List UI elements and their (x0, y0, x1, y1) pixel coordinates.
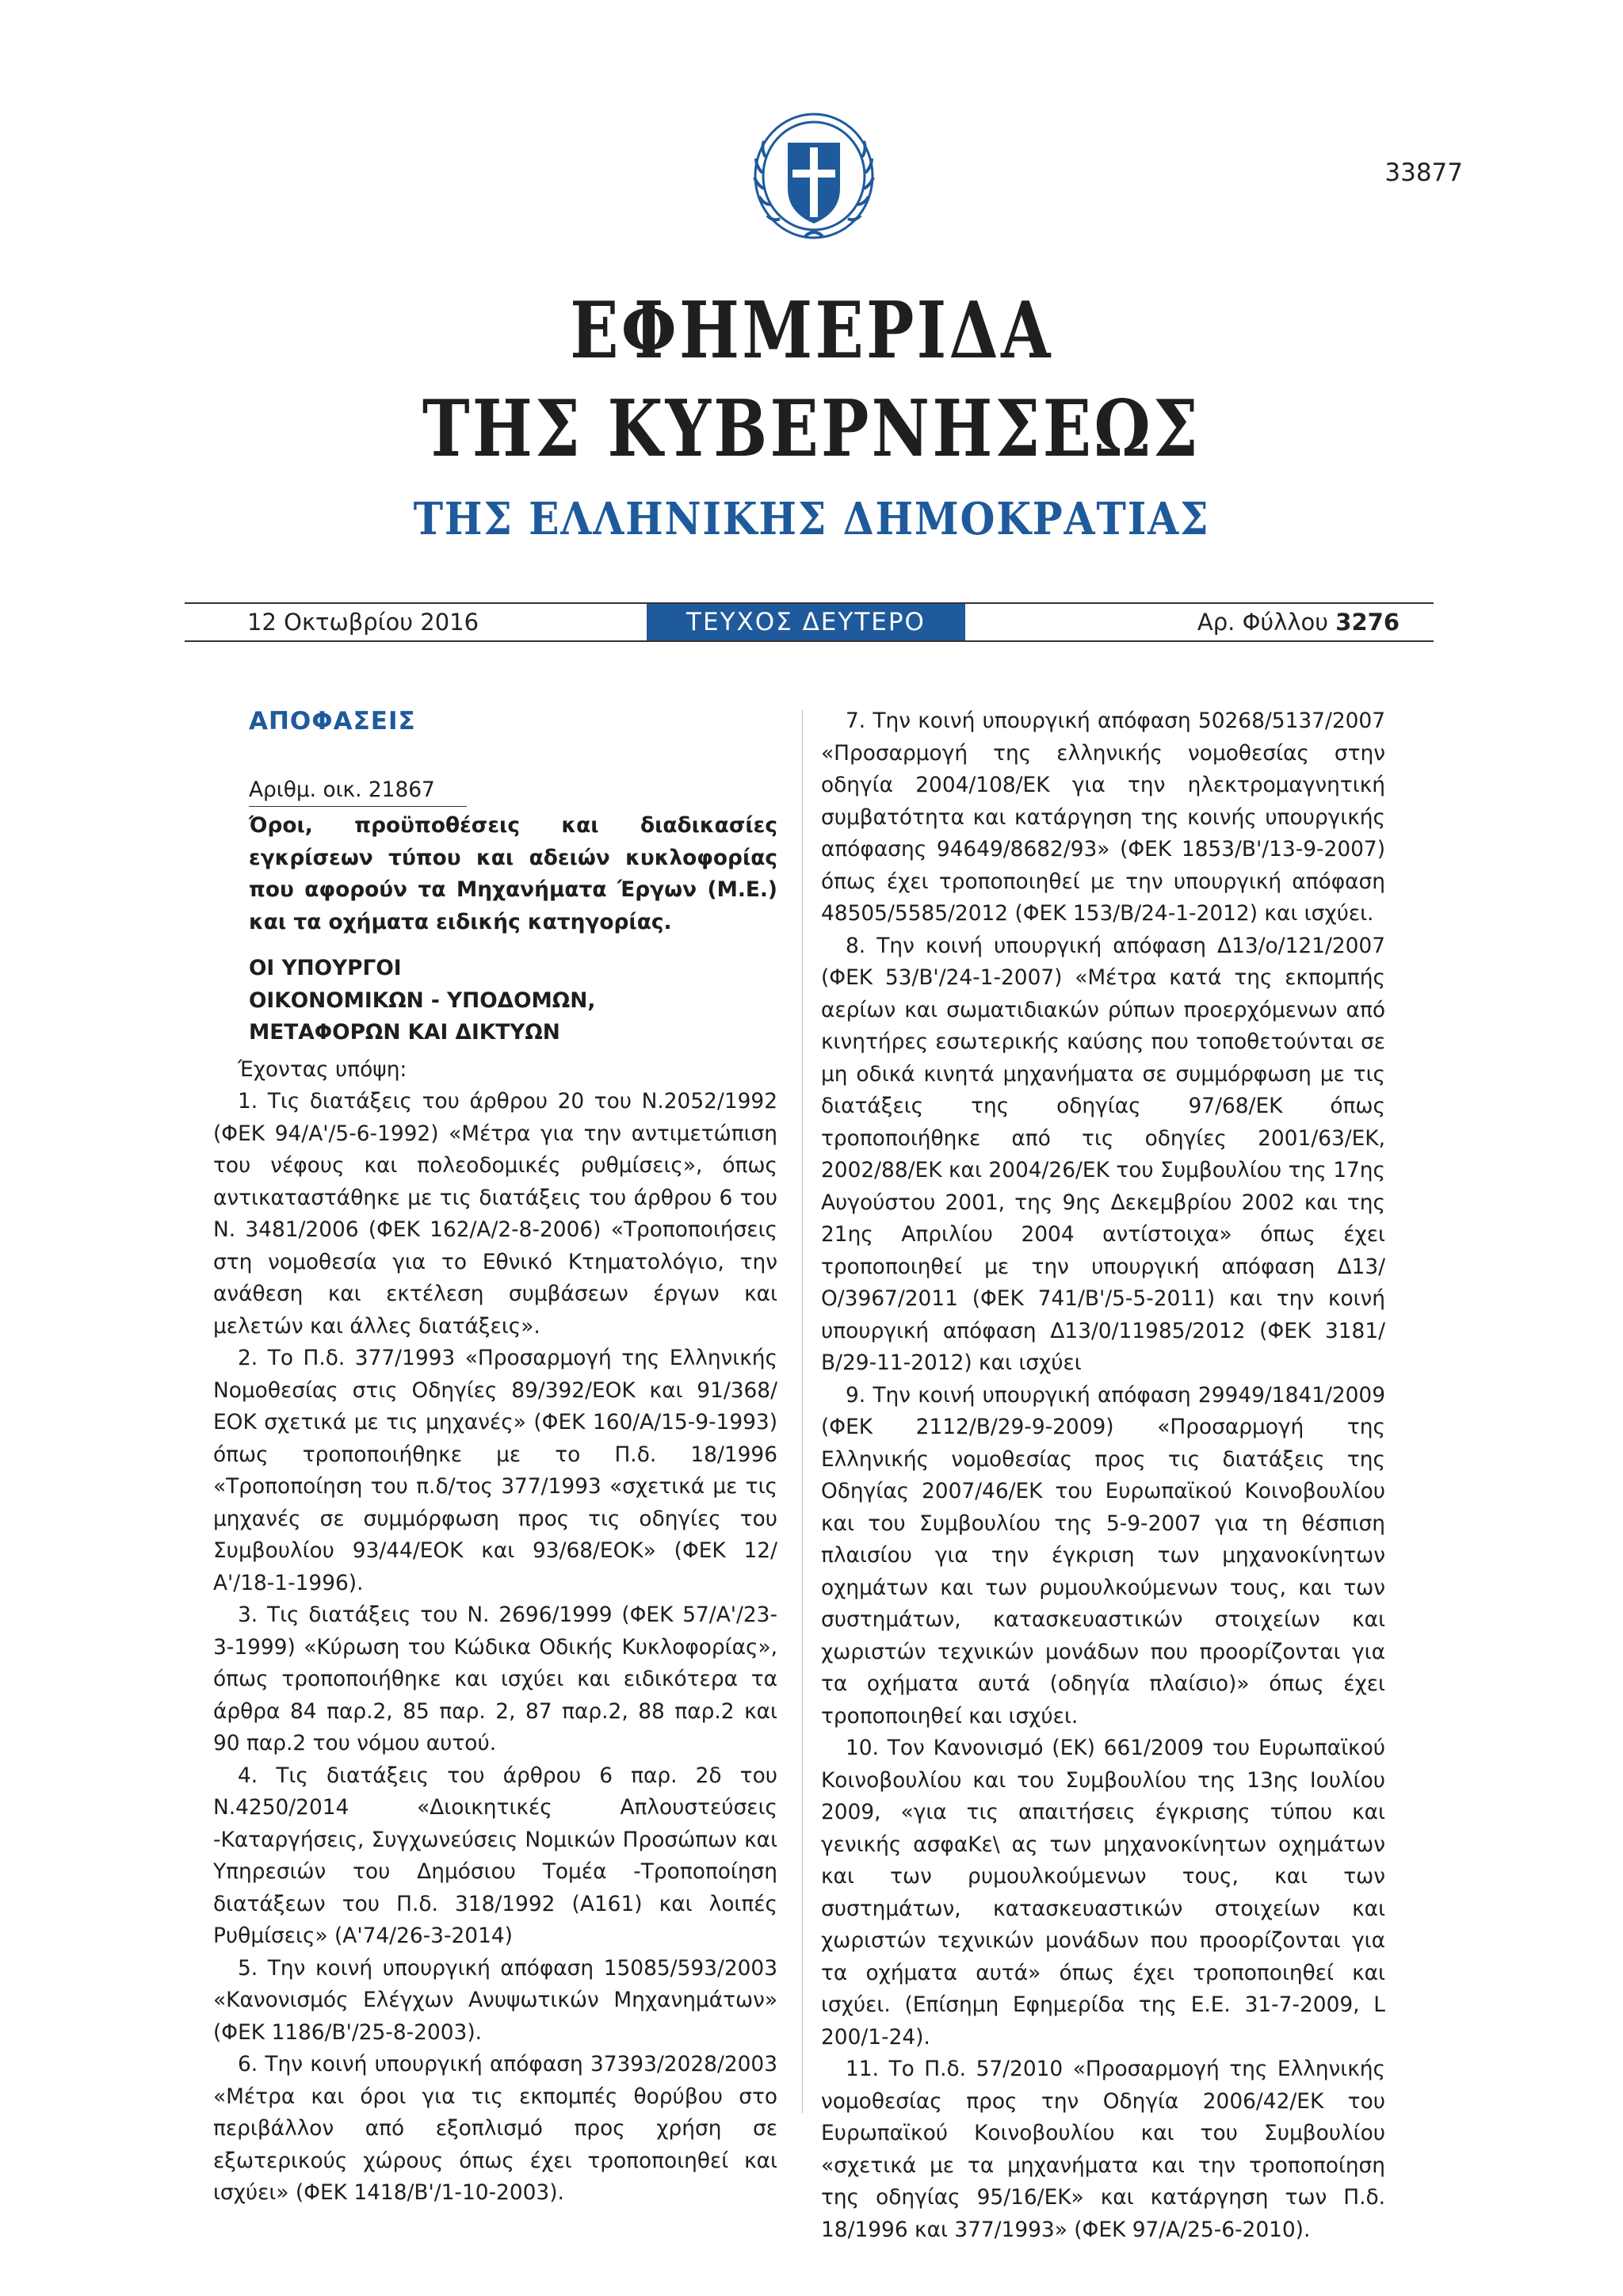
right-column (821, 705, 1385, 2246)
page-number: 33877 (1384, 159, 1463, 187)
sheet-number-value: 3276 (1335, 609, 1400, 636)
paragraph-4: 4. Τις διατάξεις του άρθρου 6 παρ. 2δ του Ν.4250/2014 «Διοικητικές Απλουστεύσεις -Καταργήσεις, Συγχωνεύσεις Νομικών Προσώπων και Υπηρεσιών του Δημόσιου Τομέα -Τροποποίηση διατάξεων του Π.δ. 318/1992 (Α161) και λοιπές Ρυθμίσεις» (Α'74/26-3-2014) (213, 1763, 777, 1948)
header-rule-bottom (185, 640, 1434, 642)
sheet-label: Αρ. Φύλλου (1197, 609, 1329, 636)
paragraph-11: 11. Το Π.δ. 57/2010 «Προσαρμογή της Ελληνικής νομοθεσίας προς την Οδηγία 2006/42/ΕΚ του Ευρωπαϊκού Κοινοβουλίου και του Συμβουλίου «σχετικά με τα μηχανήματα και την τροποποίηση της οδηγίας 95/16/ΕΚ» και κατάργηση των Π.δ. 18/1996 και 377/1993» (ΦΕΚ 97/Α/25-6-2010). (821, 2057, 1385, 2242)
gazette-title-line-2: ΤΗΣ ΚΥΒΕΡΝΗΣΕΩΣ (422, 384, 1201, 475)
paragraph-8: 8. Την κοινή υπουργική απόφαση Δ13/ο/121/2007 (ΦΕΚ 53/Β'/24-1-2007) «Μέτρα κατά της εκπομπής αερίων και σωματιδιακών ρύπων προερχόμενων από κινητήρες εσωτερικής καύσης που τοποθετούνται σε μη οδικά κινητά μηχανήματα σε συμμόρφωση με τις διατάξεις της οδηγίας 97/68/ΕΚ όπως τροποποιήθηκε από τις οδηγίες 2001/63/ΕΚ, 2002/88/ΕΚ και 2004/26/ΕΚ του Συμβουλίου της 17ης Αυγούστου 2001, της 9ης Δεκεμβρίου 2002 και της 21ης Απριλίου 2004 αντίστοιχα» όπως έχει τροποποιηθεί με την υπουργική απόφαση Δ13/Ο/3967/2011 (ΦΕΚ 741/Β'/5-5-2011) και την κοινή υπουργική απόφαση Δ13/0/11985/2012 (ΦΕΚ 3181/Β/29-11-2012) και ισχύει (821, 933, 1385, 1375)
ministers-line-1: ΟΙ ΥΠΟΥΡΓΟΙ (249, 956, 402, 980)
ministers-line-2: ΟΙΚΟΝΟΜΙΚΩΝ - ΥΠΟΔΟΜΩΝ, (249, 988, 596, 1013)
intro-text: Έχοντας υπόψη: (238, 1056, 407, 1082)
paragraph-9: 9. Την κοινή υπουργική απόφαση 29949/1841/2009 (ΦΕΚ 2112/Β/29-9-2009) «Προσαρμογή της Ελληνικής νομοθεσίας προς τις διατάξεις της Οδηγίας 2007/46/ΕΚ του Ευρωπαϊκού Κοινοβουλίου και του Συμβουλίου της 5-9-2007 για τη θέσπιση πλαισίου για την έγκριση των μηχανοκίνητων οχημάτων και των ρυμουλκούμενων τους, και των συστημάτων, κατασκευαστικών στοιχείων και χωριστών τεχνικών μονάδων που προορίζονται για τα οχήματα αυτά (οδηγία πλαίσιο)» όπως έχει τροποποιηθεί και ισχύει. (821, 1382, 1385, 1729)
ministers-heading (249, 953, 777, 1049)
paragraph-5: 5. Την κοινή υπουργική απόφαση 15085/593/2003 «Κανονισμός Ελέγχων Ανυψωτικών Μηχανημάτων» (ΦΕΚ 1186/Β'/25-8-2003). (213, 1955, 777, 2045)
issue-band (647, 604, 965, 640)
greek-coat-of-arms-icon (748, 109, 880, 247)
ministers-line-3: ΜΕΤΑΦΟΡΩΝ ΚΑΙ ΔΙΚΤΥΩΝ (249, 1020, 560, 1045)
paragraph-3: 3. Τις διατάξεις του Ν. 2696/1999 (ΦΕΚ 57/Α'/23-3-1999) «Κύρωση του Κώδικα Οδικής Κυκλοφορίας», όπως τροποποιήθηκε και ισχύει και ειδικότερα τα άρθρα 84 παρ.2, 85 παρ. 2, 87 παρ.2, 88 παρ.2 και 90 παρ.2 του νόμου αυτού. (213, 1603, 777, 1755)
decision-title: Όροι, προϋποθέσεις και διαδικασίες εγκρίσεων τύπου και αδειών κυκλοφορίας που αφορούν τα Μηχανήματα Έργων (Μ.Ε.) και τα οχήματα ειδικής κατηγορίας. (249, 813, 777, 934)
paragraph-1: 1. Τις διατάξεις του άρθρου 20 του Ν.2052/1992 (ΦΕΚ 94/Α'/5-6-1992) «Μέτρα για την αντιμετώπιση του νέφους και πολεοδομικές ρυθμίσεις», όπως αντικαταστάθηκε με τις διατάξεις του άρθρου 6 του Ν. 3481/2006 (ΦΕΚ 162/Α/2-8-2006) «Τροποποιήσεις στη νομοθεσία για το Εθνικό Κτηματολόγιο, την ανάθεση και εκτέλεση συμβάσεων έργων και μελετών και άλλες διατάξεις». (213, 1089, 777, 1339)
decision-number: Αριθμ. οικ. 21867 (249, 774, 467, 808)
gazette-title-line-1: ΕΦΗΜΕΡΙΔΑ (570, 285, 1053, 376)
paragraph-7: 7. Την κοινή υπουργική απόφαση 50268/5137/2007 «Προσαρμογή της ελληνικής νομοθεσίας στην οδηγία 2004/108/ΕΚ για την ηλεκτρομαγνητική συμβατότητα και κατάργηση της κοινής υπουργικής απόφασης 94649/8682/93» (ΦΕΚ 1853/Β'/13-9-2007) όπως έχει τροποποιηθεί με την υπουργική απόφαση 48505/5585/2012 (ΦΕΚ 153/Β/24-1-2012) και ισχύει. (821, 709, 1385, 926)
section-title: ΑΠΟΦΑΣΕΙΣ (249, 707, 416, 735)
issue-label: ΤΕΥΧΟΣ ΔΕΥΤΕΡΟ (686, 608, 926, 636)
gazette-subtitle: ΤΗΣ ΕΛΛΗΝΙΚΗΣ ΔΗΜΟΚΡΑΤΙΑΣ (413, 493, 1210, 545)
issue-date: 12 Οκτωβρίου 2016 (247, 609, 479, 636)
column-divider (802, 710, 803, 2113)
paragraph-2: 2. Το Π.δ. 377/1993 «Προσαρμογή της Ελληνικής Νομοθεσίας στις Οδηγίες 89/392/ΕΟΚ και 91/368/ΕΟΚ σχετικά με τις μηχανές» (ΦΕΚ 160/Α/15-9-1993) όπως τροποποιήθηκε με το Π.δ. 18/1996 «Τροποποίηση του π.δ/τος 377/1993 «σχετικά με τις μηχανές σε συμμόρφωση προς τις οδηγίες του Συμβουλίου 93/44/ΕΟΚ και 93/68/ΕΟΚ» (ΦΕΚ 12/Α'/18-1-1996). (213, 1346, 777, 1595)
paragraph-6: 6. Την κοινή υπουργική απόφαση 37393/2028/2003 «Μέτρα και όροι για τις εκπομπές θορύβου στο περιβάλλον από εξοπλισμό προς χρήση σε εξωτερικούς χώρους όπως έχει τροποποιηθεί και ισχύει» (ΦΕΚ 1418/Β'/1-10-2003). (213, 2052, 777, 2205)
sheet-number (1197, 609, 1400, 636)
paragraph-10: 10. Τον Κανονισμό (ΕΚ) 661/2009 του Ευρωπαϊκού Κοινοβουλίου και του Συμβουλίου της 13ης Ιουλίου 2009, «για τις απαιτήσεις έγκρισης τύπου και γενικής ασφαΚε\ ας των μηχανοκίνητων οχημάτων και των ρυμουλκούμενων τους, και των συστημάτων, κατασκευαστικών στοιχείων και χωριστών τεχνικών μονάδων που προορίζονται για τα οχήματα αυτά» όπως έχει τροποποιηθεί και ισχύει. (Επίσημη Εφημερίδα της Ε.Ε. 31-7-2009, L 200/1-24). (821, 1736, 1385, 2050)
left-column (213, 705, 777, 2210)
